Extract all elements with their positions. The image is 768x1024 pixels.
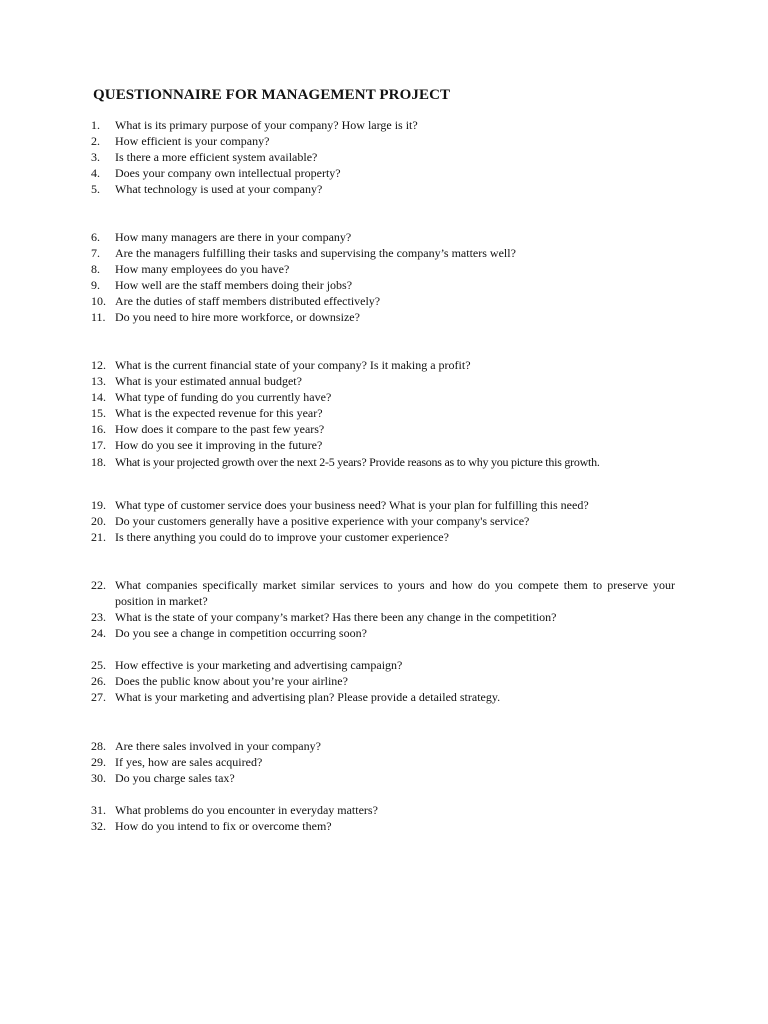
question-text: What is your estimated annual budget? bbox=[115, 374, 302, 388]
question-number: 17. bbox=[91, 438, 106, 452]
question-number: 7. bbox=[91, 246, 100, 260]
question-text: Are the managers fulfilling their tasks and supervising the company’s matters well? bbox=[115, 246, 516, 260]
question-number: 22. bbox=[91, 578, 106, 592]
question-number: 27. bbox=[91, 690, 106, 704]
question-number: 6. bbox=[91, 230, 100, 244]
question-text: Do you charge sales tax? bbox=[115, 771, 235, 785]
question-text: How do you intend to fix or overcome them? bbox=[115, 819, 332, 833]
question-text: Does your company own intellectual property? bbox=[115, 166, 341, 180]
question-text: If yes, how are sales acquired? bbox=[115, 755, 263, 769]
question-text: Do you need to hire more workforce, or downsize? bbox=[115, 310, 360, 324]
question-number: 18. bbox=[91, 455, 106, 469]
question-text: What companies specifically market similar services to yours and how do you compete them to preserve your position in market? bbox=[115, 578, 675, 608]
question-number: 14. bbox=[91, 390, 106, 404]
question-number: 31. bbox=[91, 803, 106, 817]
question-text: Are there sales involved in your company? bbox=[115, 739, 321, 753]
question-number: 15. bbox=[91, 406, 106, 420]
page-title: QUESTIONNAIRE FOR MANAGEMENT PROJECT bbox=[93, 87, 451, 103]
question-text: Does the public know about you’re your airline? bbox=[115, 674, 348, 688]
question-text: What is its primary purpose of your company? How large is it? bbox=[115, 118, 418, 132]
question-number: 13. bbox=[91, 374, 106, 388]
question-number: 23. bbox=[91, 610, 106, 624]
question-number: 10. bbox=[91, 294, 106, 308]
question-number: 28. bbox=[91, 739, 106, 753]
question-text: Are the duties of staff members distributed effectively? bbox=[115, 294, 381, 308]
question-number: 8. bbox=[91, 262, 100, 276]
question-text: Do your customers generally have a positive experience with your company's service? bbox=[115, 514, 530, 528]
question-text: Is there a more efficient system available? bbox=[115, 150, 318, 164]
question-text: How do you see it improving in the future? bbox=[115, 438, 323, 452]
question-number: 24. bbox=[91, 626, 106, 640]
question-text: What is your projected growth over the next 2-5 years? Provide reasons as to why you picture this growth. bbox=[115, 455, 600, 469]
question-number: 4. bbox=[91, 166, 100, 180]
question-text: How well are the staff members doing their jobs? bbox=[115, 278, 353, 292]
question-text: What is your marketing and advertising plan? Please provide a detailed strategy. bbox=[115, 690, 501, 704]
question-number: 2. bbox=[91, 134, 100, 148]
question-text: Do you see a change in competition occurring soon? bbox=[115, 626, 367, 640]
question-text: What problems do you encounter in everyday matters? bbox=[115, 803, 378, 817]
question-text: What type of customer service does your business need? What is your plan for fulfilling this need? bbox=[115, 498, 589, 512]
question-text: What is the expected revenue for this year? bbox=[115, 406, 323, 420]
question-text: What technology is used at your company? bbox=[115, 182, 323, 196]
question-number: 3. bbox=[91, 150, 100, 164]
question-text: What is the current financial state of your company? Is it making a profit? bbox=[115, 358, 471, 372]
question-number: 30. bbox=[91, 771, 106, 785]
question-number: 20. bbox=[91, 514, 106, 528]
question-text: How many employees do you have? bbox=[115, 262, 290, 276]
question-number: 29. bbox=[91, 755, 106, 769]
question-number: 32. bbox=[91, 819, 106, 833]
question-number: 5. bbox=[91, 182, 100, 196]
question-text: What type of funding do you currently have? bbox=[115, 390, 332, 404]
question-number: 16. bbox=[91, 422, 106, 436]
question-number: 21. bbox=[91, 530, 106, 544]
question-number: 12. bbox=[91, 358, 106, 372]
question-number: 26. bbox=[91, 674, 106, 688]
question-number: 19. bbox=[91, 498, 106, 512]
question-number: 11. bbox=[91, 310, 106, 324]
question-text: How effective is your marketing and advertising campaign? bbox=[115, 658, 403, 672]
question-text: Is there anything you could do to improve your customer experience? bbox=[115, 530, 449, 544]
question-number: 9. bbox=[91, 278, 100, 292]
question-text: What is the state of your company’s market? Has there been any change in the competition? bbox=[115, 610, 557, 624]
question-text: How does it compare to the past few years? bbox=[115, 422, 325, 436]
question-number: 1. bbox=[91, 118, 100, 132]
question-text: How efficient is your company? bbox=[115, 134, 270, 148]
question-text: How many managers are there in your company? bbox=[115, 230, 352, 244]
question-number: 25. bbox=[91, 658, 106, 672]
